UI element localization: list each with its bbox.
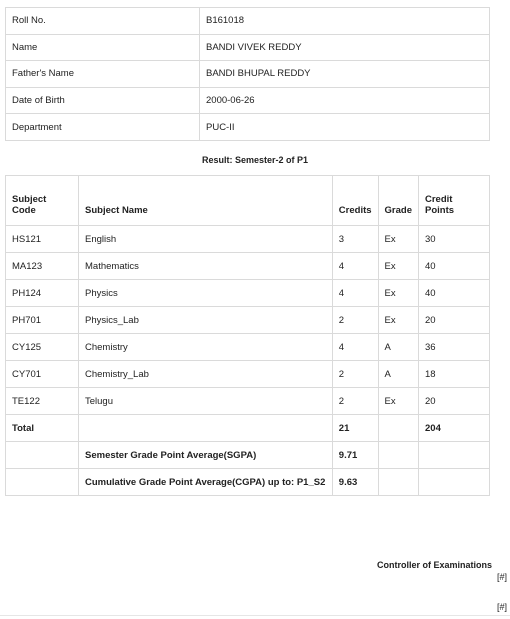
- subject-code-cell: CY125: [6, 334, 79, 361]
- sgpa-row: [6, 442, 490, 469]
- subject-name-cell: Telugu: [79, 388, 333, 415]
- header-credits: Credits: [332, 176, 378, 226]
- subject-name-cell: Mathematics: [79, 253, 333, 280]
- table-row: [6, 361, 490, 388]
- cgpa-value: 9.63: [332, 469, 378, 496]
- total-grade-cell: [378, 415, 418, 442]
- credits-cell: 2: [332, 361, 378, 388]
- subject-name-cell: Physics_Lab: [79, 307, 333, 334]
- department-value: PUC-II: [200, 114, 490, 141]
- dob-label: Date of Birth: [6, 87, 200, 114]
- subject-code-cell: MA123: [6, 253, 79, 280]
- marks-header-row: [6, 176, 490, 226]
- subject-code-cell: CY701: [6, 361, 79, 388]
- credit-points-cell: 30: [419, 226, 490, 253]
- credits-cell: 3: [332, 226, 378, 253]
- grade-cell: Ex: [378, 388, 418, 415]
- grade-cell: Ex: [378, 280, 418, 307]
- cgpa-points-cell: [419, 469, 490, 496]
- controller-of-examinations: Controller of Examinations: [376, 560, 492, 570]
- sgpa-value: 9.71: [332, 442, 378, 469]
- page-divider: [0, 615, 510, 616]
- credit-points-cell: 36: [419, 334, 490, 361]
- sgpa-label: Semester Grade Point Average(SGPA): [79, 442, 333, 469]
- marks-table: [5, 175, 490, 496]
- sgpa-grade-cell: [378, 442, 418, 469]
- credit-points-cell: 20: [419, 388, 490, 415]
- subject-code-cell: TE122: [6, 388, 79, 415]
- father-label: Father's Name: [6, 61, 200, 88]
- cgpa-label: Cumulative Grade Point Average(CGPA) up to: P1_S2: [79, 469, 333, 496]
- cgpa-grade-cell: [378, 469, 418, 496]
- credits-cell: 4: [332, 280, 378, 307]
- sgpa-empty-cell: [6, 442, 79, 469]
- department-label: Department: [6, 114, 200, 141]
- cgpa-row: [6, 469, 490, 496]
- father-value: BANDI BHUPAL REDDY: [200, 61, 490, 88]
- table-row: [6, 253, 490, 280]
- grade-cell: Ex: [378, 226, 418, 253]
- grade-cell: Ex: [378, 253, 418, 280]
- seal-placeholder: [#]: [496, 602, 507, 612]
- total-label: Total: [6, 415, 79, 442]
- student-info-table: [5, 7, 490, 141]
- name-row: [6, 34, 490, 61]
- sgpa-points-cell: [419, 442, 490, 469]
- table-row: [6, 226, 490, 253]
- father-row: [6, 61, 490, 88]
- name-value: BANDI VIVEK REDDY: [200, 34, 490, 61]
- subject-name-cell: Chemistry: [79, 334, 333, 361]
- credit-points-cell: 20: [419, 307, 490, 334]
- dob-row: [6, 87, 490, 114]
- signature-placeholder: [#]: [496, 572, 507, 582]
- subject-code-cell: HS121: [6, 226, 79, 253]
- credit-points-cell: 18: [419, 361, 490, 388]
- header-credit-points: Credit Points: [419, 176, 490, 226]
- total-empty-cell: [79, 415, 333, 442]
- subject-code-cell: PH701: [6, 307, 79, 334]
- cgpa-empty-cell: [6, 469, 79, 496]
- table-row: [6, 334, 490, 361]
- subject-name-cell: Physics: [79, 280, 333, 307]
- subject-name-cell: Chemistry_Lab: [79, 361, 333, 388]
- header-grade: Grade: [378, 176, 418, 226]
- credits-cell: 4: [332, 253, 378, 280]
- roll-row: [6, 8, 490, 35]
- name-label: Name: [6, 34, 200, 61]
- table-row: [6, 307, 490, 334]
- roll-value: B161018: [200, 8, 490, 35]
- result-title: Result: Semester-2 of P1: [201, 155, 309, 165]
- subject-code-cell: PH124: [6, 280, 79, 307]
- subject-name-cell: English: [79, 226, 333, 253]
- grade-cell: A: [378, 361, 418, 388]
- dob-value: 2000-06-26: [200, 87, 490, 114]
- table-row: [6, 280, 490, 307]
- grade-cell: A: [378, 334, 418, 361]
- roll-label: Roll No.: [6, 8, 200, 35]
- header-subject-code: Subject Code: [6, 176, 79, 226]
- credit-points-cell: 40: [419, 253, 490, 280]
- header-subject-name: Subject Name: [79, 176, 333, 226]
- department-row: [6, 114, 490, 141]
- credits-cell: 2: [332, 307, 378, 334]
- table-row: [6, 388, 490, 415]
- credits-cell: 4: [332, 334, 378, 361]
- credits-cell: 2: [332, 388, 378, 415]
- credit-points-cell: 40: [419, 280, 490, 307]
- total-credits: 21: [332, 415, 378, 442]
- total-row: [6, 415, 490, 442]
- total-credit-points: 204: [419, 415, 490, 442]
- grade-cell: Ex: [378, 307, 418, 334]
